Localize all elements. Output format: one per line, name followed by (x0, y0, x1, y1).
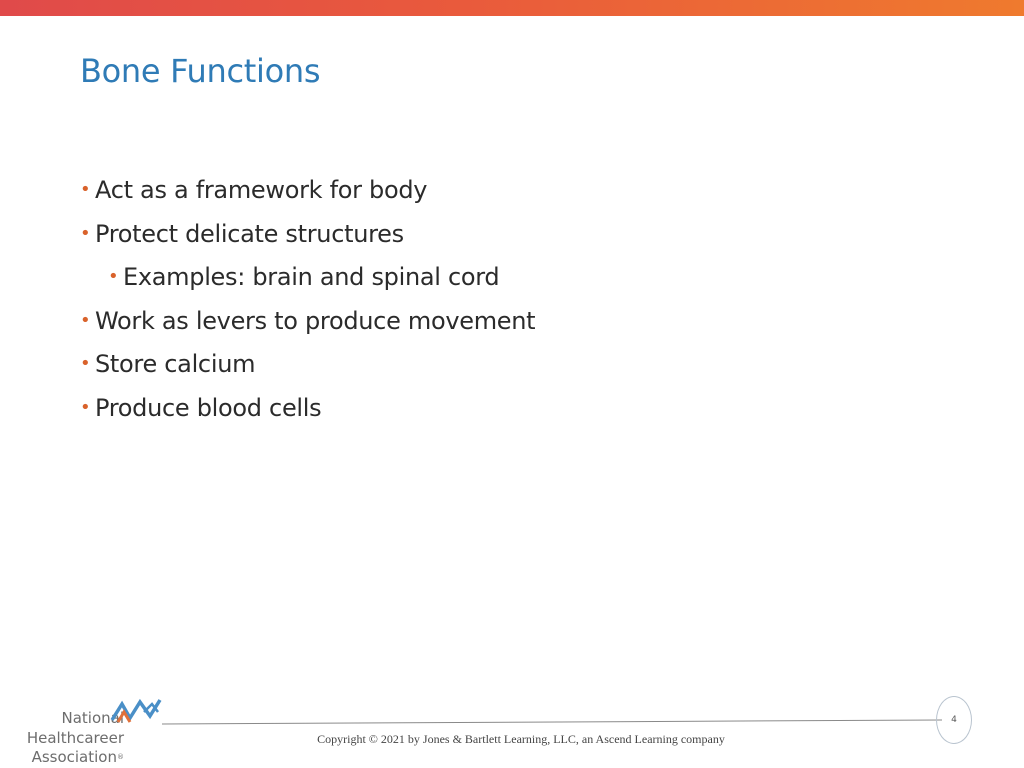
bullet-text: Examples: brain and spinal cord (123, 263, 500, 291)
sub-bullet-item (80, 259, 535, 303)
bullet-dot-icon: • (80, 353, 91, 374)
bullet-dot-icon: • (80, 309, 91, 331)
bullet-dot-icon: • (80, 179, 91, 200)
bullet-text: Store calcium (95, 350, 256, 378)
bullet-list (80, 172, 535, 433)
bullet-item (80, 346, 535, 390)
logo-mountain-icon (110, 698, 166, 724)
top-color-band (0, 0, 1024, 16)
logo-line-healthcareer: Healthcareer (26, 728, 124, 747)
bullet-text: Protect delicate structures (95, 219, 404, 248)
bullet-text: Work as levers to produce movement (95, 306, 536, 335)
bullet-dot-icon: • (80, 396, 91, 418)
slide-title: Bone Functions (80, 52, 321, 90)
bullet-text: Produce blood cells (95, 393, 322, 422)
bullet-text: Act as a framework for body (95, 176, 428, 204)
bullet-item (80, 172, 535, 216)
bullet-item (80, 303, 535, 347)
bullet-dot-icon: • (108, 266, 119, 287)
bullet-item (80, 390, 535, 434)
logo-line-association: Association® (31, 748, 124, 766)
registered-mark: ® (117, 753, 124, 761)
page-number: 4 (951, 715, 957, 725)
footer-divider (162, 718, 942, 728)
bullet-dot-icon: • (80, 222, 91, 244)
logo-line-national: National (61, 709, 124, 727)
copyright-notice: Copyright © 2021 by Jones & Bartlett Learning, LLC, an Ascend Learning company (317, 732, 725, 746)
bullet-item (80, 216, 535, 260)
